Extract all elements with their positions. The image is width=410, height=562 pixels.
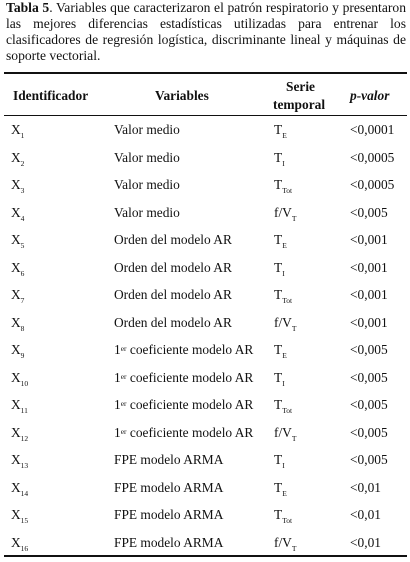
cell-serie-temporal-text: T: [274, 122, 282, 137]
cell-identificador: [11, 122, 24, 138]
cell-p-valor-text: <0,01: [350, 480, 381, 495]
cell-p-valor: [350, 315, 388, 331]
cell-serie-temporal-subscript: E: [282, 489, 287, 498]
cell-identificador: [11, 507, 28, 523]
cell-serie-temporal-subscript: I: [282, 159, 285, 168]
header-serie-line1: Serie: [286, 78, 315, 96]
cell-serie-temporal: [274, 232, 287, 248]
cell-serie-temporal: [274, 370, 285, 386]
cell-serie-temporal-subscript: E: [282, 351, 287, 360]
table-row: [0, 452, 410, 480]
cell-identificador: [11, 425, 28, 441]
cell-variable-superscript: er: [121, 399, 127, 408]
cell-p-valor-text: <0,005: [350, 205, 388, 220]
cell-identificador-text: X: [11, 232, 21, 247]
cell-p-valor-text: <0,005: [350, 425, 388, 440]
cell-p-valor-text: <0,001: [350, 287, 388, 302]
cell-p-valor-text: <0,001: [350, 260, 388, 275]
cell-identificador-subscript: 12: [21, 434, 29, 443]
cell-identificador: [11, 205, 24, 221]
cell-serie-temporal-subscript: T: [292, 544, 297, 553]
table-row: [0, 260, 410, 288]
table-row: [0, 397, 410, 425]
cell-variable: [114, 425, 253, 441]
cell-serie-temporal: [274, 397, 292, 413]
cell-serie-temporal-subscript: I: [282, 379, 285, 388]
cell-identificador: [11, 287, 24, 303]
cell-variable-text: Valor medio: [114, 122, 180, 137]
cell-serie-temporal-subscript: Tot: [282, 516, 292, 525]
cell-identificador-text: X: [11, 480, 21, 495]
table-row: [0, 507, 410, 535]
cell-identificador: [11, 480, 28, 496]
table-row: [0, 315, 410, 343]
cell-serie-temporal: [274, 150, 285, 166]
cell-identificador-subscript: 13: [21, 461, 29, 470]
cell-serie-temporal-text: T: [274, 480, 282, 495]
table-row: [0, 370, 410, 398]
cell-variable-text: Orden del modelo AR: [114, 287, 232, 302]
cell-serie-temporal: [274, 480, 287, 496]
cell-serie-temporal-text: T: [274, 260, 282, 275]
cell-variable-rest: coeficiente modelo AR: [127, 425, 254, 440]
cell-variable: [114, 260, 232, 276]
cell-identificador-text: X: [11, 315, 21, 330]
cell-identificador-text: X: [11, 177, 21, 192]
cell-serie-temporal-text: T: [274, 507, 282, 522]
cell-serie-temporal: [274, 287, 292, 303]
cell-serie-temporal-text: T: [274, 452, 282, 467]
cell-identificador-text: X: [11, 287, 21, 302]
cell-identificador: [11, 232, 24, 248]
cell-p-valor: [350, 260, 388, 276]
cell-serie-temporal-subscript: I: [282, 269, 285, 278]
cell-p-valor: [350, 452, 388, 468]
cell-serie-temporal-subscript: Tot: [282, 186, 292, 195]
cell-p-valor-text: <0,0001: [350, 122, 394, 137]
table-row: [0, 425, 410, 453]
cell-identificador-text: X: [11, 370, 21, 385]
cell-variable: [114, 452, 223, 468]
cell-serie-temporal-text: T: [274, 397, 282, 412]
cell-serie-temporal-subscript: E: [282, 241, 287, 250]
cell-p-valor: [350, 425, 388, 441]
cell-identificador: [11, 315, 24, 331]
cell-p-valor-text: <0,001: [350, 315, 388, 330]
cell-variable: [114, 232, 232, 248]
cell-variable: [114, 507, 223, 523]
cell-variable-superscript: er: [121, 427, 127, 436]
cell-identificador-subscript: 1: [21, 131, 25, 140]
cell-p-valor: [350, 150, 394, 166]
cell-serie-temporal: [274, 177, 292, 193]
cell-serie-temporal-text: T: [274, 177, 282, 192]
cell-identificador: [11, 535, 28, 551]
cell-serie-temporal-text: T: [274, 370, 282, 385]
header-rule: [4, 115, 407, 116]
cell-identificador-subscript: 6: [21, 269, 25, 278]
cell-identificador-subscript: 15: [21, 516, 29, 525]
cell-identificador-subscript: 4: [21, 214, 25, 223]
cell-p-valor: [350, 205, 388, 221]
cell-serie-temporal-text: f/V: [274, 425, 292, 440]
cell-p-valor-text: <0,01: [350, 507, 381, 522]
cell-identificador-subscript: 9: [21, 351, 25, 360]
table-row: [0, 535, 410, 562]
cell-identificador-subscript: 10: [21, 379, 29, 388]
cell-variable-superscript: er: [121, 344, 127, 353]
cell-variable: [114, 122, 180, 138]
cell-variable-ordinal: 1: [114, 425, 121, 440]
cell-serie-temporal-text: f/V: [274, 205, 292, 220]
cell-serie-temporal-subscript: T: [292, 324, 297, 333]
cell-variable-rest: coeficiente modelo AR: [127, 370, 254, 385]
table-row: [0, 177, 410, 205]
cell-p-valor-text: <0,01: [350, 535, 381, 550]
cell-identificador-text: X: [11, 150, 21, 165]
cell-variable: [114, 205, 180, 221]
cell-variable: [114, 287, 232, 303]
cell-identificador: [11, 370, 28, 386]
cell-identificador-text: X: [11, 122, 21, 137]
cell-variable: [114, 177, 180, 193]
cell-serie-temporal-subscript: E: [282, 131, 287, 140]
cell-identificador-subscript: 7: [21, 296, 25, 305]
header-variables: Variables: [155, 87, 209, 105]
cell-p-valor: [350, 177, 394, 193]
cell-identificador-subscript: 11: [21, 406, 28, 415]
cell-identificador: [11, 452, 28, 468]
cell-identificador-text: X: [11, 260, 21, 275]
cell-p-valor: [350, 370, 388, 386]
cell-variable-text: FPE modelo ARMA: [114, 480, 223, 495]
cell-identificador: [11, 397, 28, 413]
cell-variable-text: FPE modelo ARMA: [114, 535, 223, 550]
header-identificador: Identificador: [13, 87, 88, 105]
cell-p-valor: [350, 535, 381, 551]
cell-variable-text: Orden del modelo AR: [114, 315, 232, 330]
cell-variable: [114, 370, 253, 386]
cell-identificador-text: X: [11, 535, 21, 550]
cell-p-valor: [350, 507, 381, 523]
cell-identificador-subscript: 16: [21, 544, 29, 553]
cell-p-valor: [350, 122, 394, 138]
cell-p-valor: [350, 397, 388, 413]
cell-serie-temporal: [274, 535, 296, 551]
cell-identificador-text: X: [11, 397, 21, 412]
cell-identificador-text: X: [11, 205, 21, 220]
cell-identificador: [11, 342, 24, 358]
cell-identificador-text: X: [11, 507, 21, 522]
cell-serie-temporal: [274, 452, 285, 468]
cell-serie-temporal: [274, 260, 285, 276]
caption-text: . Variables que caracterizaron el patrón respiratorio y presentaron las mejores diferencias estadísticas utilizadas para entrenar los clasificadores de regresión logística, discriminante lineal y máquinas de soporte vectorial.: [6, 0, 406, 63]
cell-identificador: [11, 150, 24, 166]
cell-variable-ordinal: 1: [114, 370, 121, 385]
cell-variable-text: Valor medio: [114, 177, 180, 192]
cell-variable-rest: coeficiente modelo AR: [127, 342, 254, 357]
cell-serie-temporal-text: T: [274, 287, 282, 302]
table-row: [0, 480, 410, 508]
cell-variable-superscript: er: [121, 372, 127, 381]
cell-identificador-text: X: [11, 452, 21, 467]
header-serie-line2: temporal: [273, 96, 325, 114]
table-row: [0, 342, 410, 370]
cell-identificador-subscript: 14: [21, 489, 29, 498]
cell-serie-temporal-subscript: Tot: [282, 406, 292, 415]
cell-identificador-text: X: [11, 342, 21, 357]
table-row: [0, 287, 410, 315]
cell-serie-temporal: [274, 425, 296, 441]
cell-p-valor-text: <0,005: [350, 452, 388, 467]
table-caption: [6, 0, 406, 64]
cell-p-valor-text: <0,005: [350, 397, 388, 412]
cell-identificador: [11, 177, 24, 193]
cell-serie-temporal: [274, 507, 292, 523]
cell-p-valor-text: <0,005: [350, 342, 388, 357]
cell-serie-temporal-text: f/V: [274, 535, 292, 550]
cell-p-valor: [350, 480, 381, 496]
table-row: [0, 205, 410, 233]
cell-p-valor-text: <0,001: [350, 232, 388, 247]
cell-serie-temporal-subscript: T: [292, 214, 297, 223]
table-row: [0, 150, 410, 178]
cell-identificador-subscript: 8: [21, 324, 25, 333]
cell-variable: [114, 150, 180, 166]
cell-identificador: [11, 260, 24, 276]
cell-variable-rest: coeficiente modelo AR: [127, 397, 254, 412]
cell-serie-temporal: [274, 315, 296, 331]
cell-variable-text: FPE modelo ARMA: [114, 452, 223, 467]
cell-p-valor-text: <0,0005: [350, 150, 394, 165]
cell-serie-temporal-text: T: [274, 150, 282, 165]
cell-variable-text: FPE modelo ARMA: [114, 507, 223, 522]
cell-serie-temporal-text: T: [274, 342, 282, 357]
cell-variable-text: Valor medio: [114, 150, 180, 165]
cell-serie-temporal-text: f/V: [274, 315, 292, 330]
cell-variable-ordinal: 1: [114, 342, 121, 357]
cell-p-valor-text: <0,005: [350, 370, 388, 385]
cell-serie-temporal-text: T: [274, 232, 282, 247]
cell-p-valor: [350, 287, 388, 303]
cell-variable-text: Orden del modelo AR: [114, 232, 232, 247]
cell-variable: [114, 480, 223, 496]
table-row: [0, 122, 410, 150]
cell-serie-temporal: [274, 122, 287, 138]
cell-identificador-subscript: 3: [21, 186, 25, 195]
cell-variable-ordinal: 1: [114, 397, 121, 412]
cell-variable: [114, 397, 253, 413]
header-p-valor: p-valor: [350, 87, 389, 105]
cell-p-valor-text: <0,0005: [350, 177, 394, 192]
table-row: [0, 232, 410, 260]
cell-serie-temporal: [274, 342, 287, 358]
cell-serie-temporal: [274, 205, 296, 221]
cell-variable: [114, 315, 232, 331]
cell-identificador-text: X: [11, 425, 21, 440]
cell-variable-text: Orden del modelo AR: [114, 260, 232, 275]
cell-serie-temporal-subscript: T: [292, 434, 297, 443]
cell-variable: [114, 342, 253, 358]
cell-p-valor: [350, 342, 388, 358]
cell-serie-temporal-subscript: Tot: [282, 296, 292, 305]
cell-identificador-subscript: 2: [21, 159, 25, 168]
cell-p-valor: [350, 232, 388, 248]
cell-variable-text: Valor medio: [114, 205, 180, 220]
bottom-rule: [4, 555, 407, 557]
top-rule: [4, 72, 407, 74]
cell-serie-temporal-subscript: I: [282, 461, 285, 470]
caption-label: Tabla 5: [6, 0, 49, 15]
cell-variable: [114, 535, 223, 551]
cell-identificador-subscript: 5: [21, 241, 25, 250]
